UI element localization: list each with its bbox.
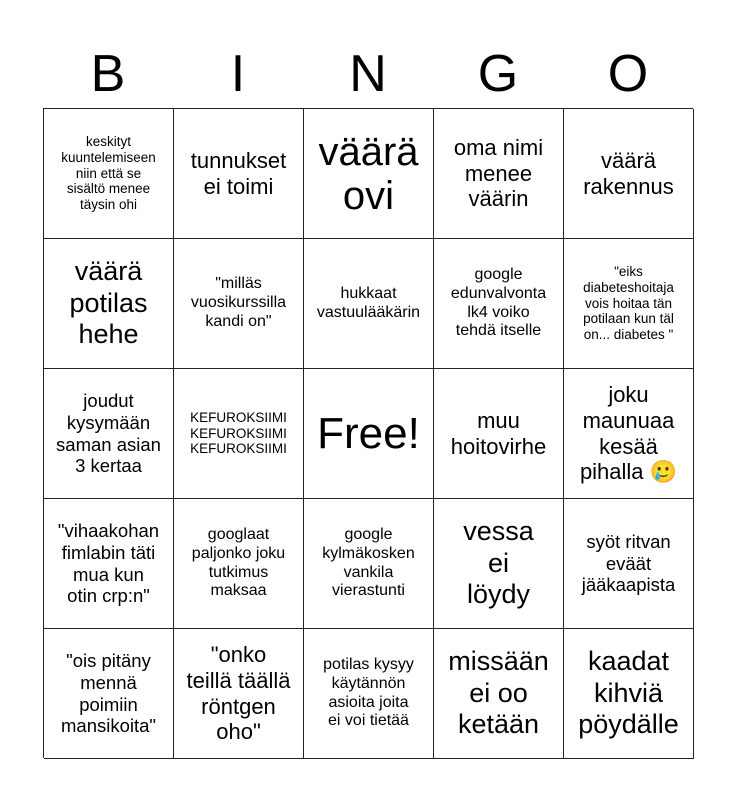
- bingo-cell-text: "milläs vuosikurssilla kandi on": [190, 275, 287, 330]
- bingo-cell[interactable]: [434, 499, 564, 629]
- bingo-cell-text: väärä potilas hehe: [69, 255, 148, 350]
- header-letter: N: [349, 45, 387, 103]
- bingo-cell[interactable]: [174, 369, 304, 499]
- bingo-cell-text: muu hoitovirhe: [450, 407, 547, 459]
- bingo-cell-text: keskityt kuuntelemiseen niin että se sisältö menee täysin ohi: [61, 133, 156, 213]
- bingo-cell[interactable]: [174, 629, 304, 759]
- bingo-cell-text: joudut kysymään saman asian 3 kertaa: [56, 389, 161, 477]
- bingo-board: [43, 108, 693, 758]
- bingo-cell[interactable]: [44, 369, 174, 499]
- bingo-cell-text: "onko teillä täällä röntgen oho": [186, 641, 291, 745]
- header-letter: I: [230, 45, 246, 103]
- bingo-cell-text: kaadat kihviä pöydälle: [578, 645, 679, 740]
- bingo-cell-text: missään ei oo ketään: [448, 645, 549, 740]
- bingo-cell-text: syöt ritvan eväät jääkaapista: [581, 530, 676, 596]
- bingo-cell-text: joku maunuaa kesää pihalla 🥲: [579, 381, 678, 485]
- bingo-cell[interactable]: [44, 499, 174, 629]
- bingo-cell[interactable]: [564, 239, 694, 369]
- free-space-cell[interactable]: [304, 369, 434, 499]
- bingo-cell[interactable]: [44, 109, 174, 239]
- bingo-cell[interactable]: [434, 629, 564, 759]
- header-letter: G: [477, 45, 519, 103]
- header-letter: B: [90, 45, 126, 103]
- bingo-cell-text: väärä ovi: [318, 129, 419, 218]
- bingo-cell-text: Free!: [317, 408, 420, 458]
- bingo-cell[interactable]: [564, 629, 694, 759]
- bingo-cell[interactable]: [174, 499, 304, 629]
- bingo-cell[interactable]: [304, 499, 434, 629]
- bingo-cell[interactable]: [174, 109, 304, 239]
- bingo-cell[interactable]: [304, 629, 434, 759]
- bingo-cell-text: KEFUROKSIIMI KEFUROKSIIMI KEFUROKSIIMI: [190, 409, 287, 457]
- bingo-cell-text: väärä rakennus: [583, 147, 674, 199]
- bingo-cell-text: googlaat paljonko joku tutkimus maksaa: [191, 525, 286, 600]
- bingo-cell[interactable]: [564, 109, 694, 239]
- bingo-cell[interactable]: [564, 499, 694, 629]
- bingo-cell[interactable]: [434, 369, 564, 499]
- bingo-cell-text: potilas kysyy käytännön asioita joita ei voi tietää: [323, 655, 414, 730]
- bingo-cell[interactable]: [304, 239, 434, 369]
- bingo-cell[interactable]: [564, 369, 694, 499]
- bingo-cell-text: vessa ei löydy: [463, 515, 534, 610]
- bingo-cell-text: "ois pitäny mennä poimiin mansikoita": [61, 649, 156, 737]
- bingo-cell-text: google edunvalvonta lk4 voiko tehdä itselle: [450, 265, 547, 340]
- bingo-header: [43, 40, 693, 108]
- bingo-cell[interactable]: [44, 239, 174, 369]
- bingo-cell[interactable]: [304, 109, 434, 239]
- bingo-cell[interactable]: [44, 629, 174, 759]
- header-letter: O: [607, 45, 649, 103]
- bingo-cell[interactable]: [174, 239, 304, 369]
- bingo-cell-text: oma nimi menee väärin: [453, 134, 544, 212]
- bingo-cell[interactable]: [434, 109, 564, 239]
- bingo-cell-text: "eiks diabeteshoitaja vois hoitaa tän potilaan kun täl on... diabetes ": [583, 263, 674, 343]
- bingo-cell-text: tunnukset ei toimi: [190, 147, 287, 199]
- bingo-cell[interactable]: [434, 239, 564, 369]
- bingo-cell-text: "vihaakohan fimlabin täti mua kun otin crp:n": [57, 519, 160, 607]
- bingo-cell-text: hukkaat vastuulääkärin: [316, 284, 421, 321]
- bingo-cell-text: google kylmäkosken vankila vierastunti: [322, 525, 415, 600]
